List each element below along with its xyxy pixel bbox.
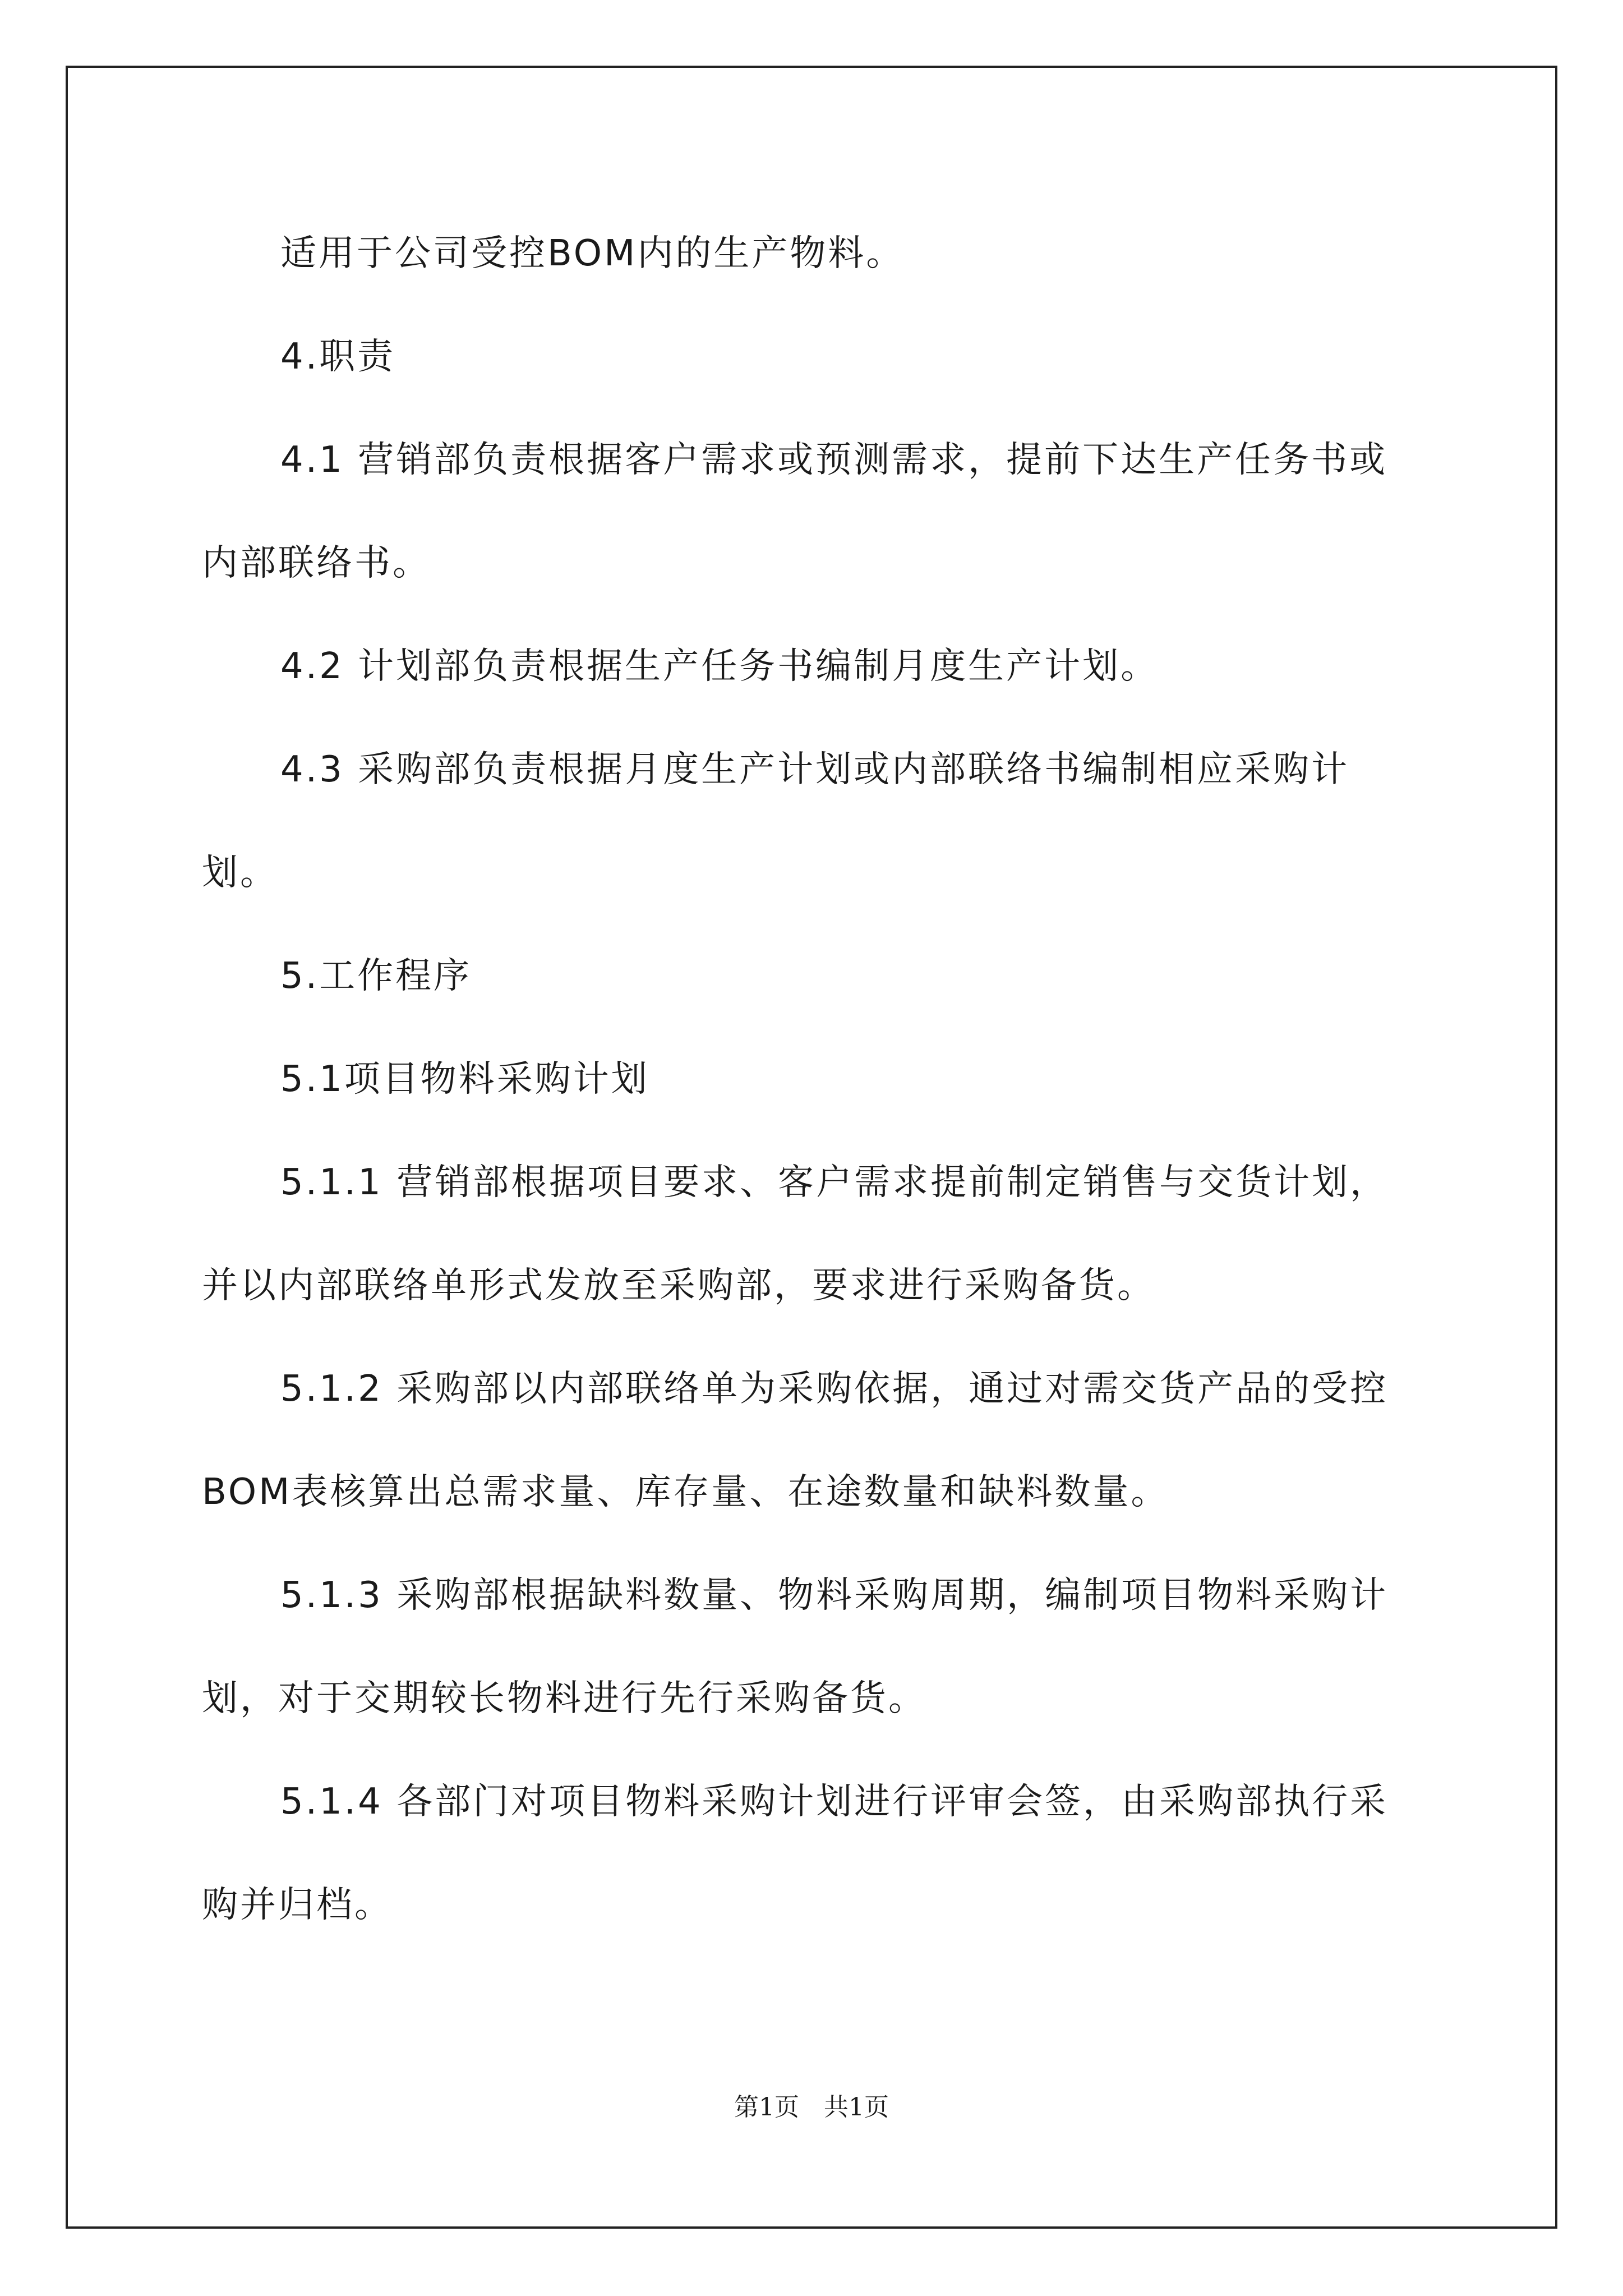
paragraph-5-1-3: 5.1.3 采购部根据缺料数量、物料采购周期，编制项目物料采购计划，对于交期较长物料进行先行采购备货。 xyxy=(202,1575,1389,1719)
heading-5-1: 5.1项目物料采购计划 xyxy=(280,1059,649,1100)
paragraph-4-2: 4.2 计划部负责根据生产任务书编制月度生产计划。 xyxy=(280,646,1159,687)
paragraph-5-1-4: 5.1.4 各部门对项目物料采购计划进行评审会签，由采购部执行采购并归档。 xyxy=(202,1781,1389,1926)
paragraph-5-1-1: 5.1.1 营销部根据项目要求、客户需求提前制定销售与交货计划，并以内部联络单形式发放至采购部，要求进行采购备货。 xyxy=(202,1162,1389,1306)
paragraph-5-1-2: 5.1.2 采购部以内部联络单为采购依据，通过对需交货产品的受控BOM表核算出总需求量、库存量、在途数量和缺料数量。 xyxy=(202,1368,1389,1513)
page-number-footer: 第1页 共1页 xyxy=(734,2093,889,2122)
paragraph-scope: 适用于公司受控BOM内的生产物料。 xyxy=(280,233,905,274)
document-body xyxy=(202,202,1424,1957)
paragraph-4-3: 4.3 采购部负责根据月度生产计划或内部联络书编制相应采购计划。 xyxy=(202,749,1350,894)
heading-responsibilities: 4.职责 xyxy=(280,336,396,378)
heading-work-procedure: 5.工作程序 xyxy=(280,955,472,997)
paragraph-4-1: 4.1 营销部负责根据客户需求或预测需求，提前下达生产任务书或内部联络书。 xyxy=(202,439,1388,584)
